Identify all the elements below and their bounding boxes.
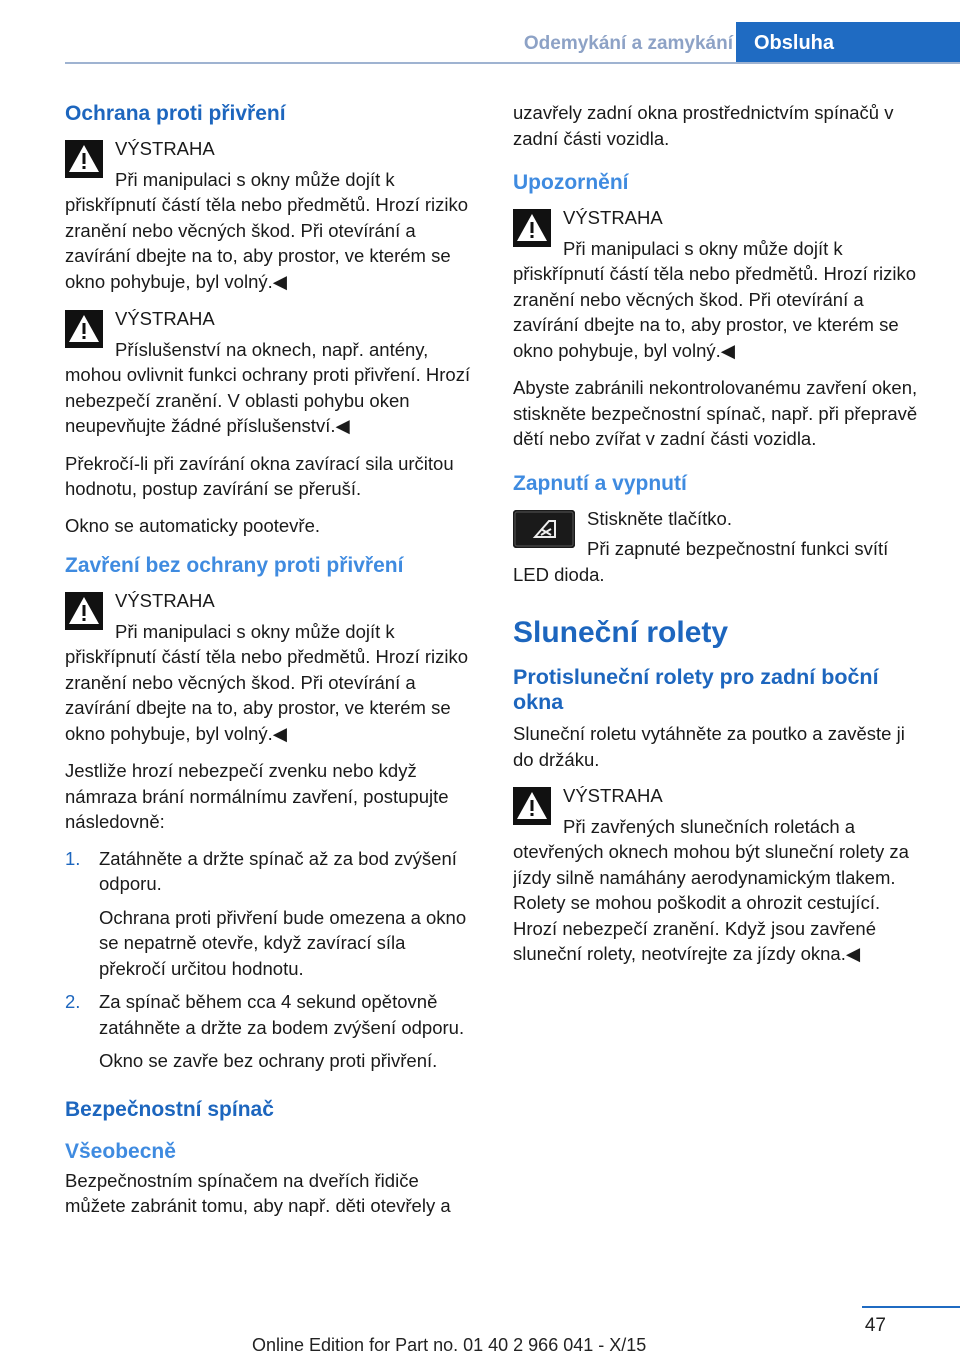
heading-safety-switch: Bezpečnostní spínač xyxy=(65,1097,274,1121)
warning-icon xyxy=(65,592,103,630)
warning-title: VÝSTRAHA xyxy=(115,138,215,159)
footer-edition: Online Edition for Part no. 01 40 2 966 041 - X/15 xyxy=(252,1335,647,1355)
warning-text: Při manipulaci s okny může dojít k přiskřípnutí částí těla nebo předmětů. Hrozí riziko zranění nebo věcných škod. Při otevírání a zavírání dbejte na to, aby prostor, ve kterém se okno pohybuje, byl volný.◀ xyxy=(65,168,469,292)
warning-title: VÝSTRAHA xyxy=(115,308,215,329)
heading-rear-side-blinds: Protisluneční rolety pro zadní boční okna xyxy=(513,665,879,714)
list-item-text: Za spínač během cca 4 sekund opětovně zatáhněte a držte za bodem zvýšení odporu. xyxy=(99,991,465,1038)
heading-general: Všeobecně xyxy=(65,1139,176,1163)
paragraph: Sluneční roletu vytáhněte za poutko a zavěste ji do držáku. xyxy=(513,723,905,770)
paragraph: Abyste zabránili nekontrolovanému zavření oken, stiskněte bezpečnostní spínač, např. při přepravě dětí nebo zvířat v zadní části vozidla. xyxy=(513,377,918,449)
warning-text: Při manipulaci s okny může dojít k přiskřípnutí částí těla nebo předmětů. Hrozí riziko zranění nebo věcných škod. Při otevírání a zavírání dbejte na to, aby prostor, ve kterém se okno pohybuje, byl volný.◀ xyxy=(513,237,917,361)
warning-block xyxy=(65,136,477,294)
heading-pinch-protection: Ochrana proti přivření xyxy=(65,102,286,125)
list-item-text: Zatáhněte a držte spínač až za bod zvýšení odporu. xyxy=(99,847,457,894)
warning-block xyxy=(65,588,477,746)
warning-block xyxy=(513,205,927,363)
warning-icon xyxy=(65,140,103,178)
warning-title: VÝSTRAHA xyxy=(115,590,215,611)
warning-title: VÝSTRAHA xyxy=(563,207,663,228)
instruction-press: Stiskněte tlačítko. xyxy=(587,507,732,529)
warning-text: Při manipulaci s okny může dojít k přiskřípnutí částí těla nebo předmětů. Hrozí riziko zranění nebo věcných škod. Při otevírání a zavírání dbejte na to, aby prostor, ve kterém se okno pohybuje, byl volný.◀ xyxy=(65,620,469,744)
list-number: 1. xyxy=(65,847,81,869)
heading-sun-blinds: Sluneční rolety xyxy=(513,616,729,649)
heading-notice: Upozornění xyxy=(513,171,629,194)
warning-text: Příslušenství na oknech, např. antény, mohou ovlivnit funkci ochrany proti přivření. Hrozí nebezpečí zranění. V oblasti pohybu oken neupevňujte žádné příslušenství.◀ xyxy=(65,338,471,436)
left-column xyxy=(65,100,477,1230)
header-chapter-tab: Obsluha xyxy=(736,22,960,64)
warning-block xyxy=(65,306,477,439)
warning-text: Při zavřených slunečních roletách a otevřených oknech mohou být sluneční rolety za jízdy silně namáhány aerodynamickým tlakem. Rolety se mohou poškodit a ohrozit cestující. Hrozí nebezpečí zranění. Když jsou zavřené sluneční rolety, neotvírejte za jízdy okna.◀ xyxy=(513,815,909,964)
list-item-subtext: Okno se zavře bez ochrany proti přivření. xyxy=(99,1050,438,1071)
list-item xyxy=(65,989,477,1074)
paragraph: Okno se automaticky pootevře. xyxy=(65,514,321,536)
button-instruction xyxy=(513,506,927,588)
paragraph: Bezpečnostním spínačem na dveřích řidiče můžete zabránit tomu, aby např. děti otevřely a xyxy=(65,1169,451,1216)
list-number: 2. xyxy=(65,991,81,1012)
steps-list xyxy=(65,846,477,1074)
heading-on-off: Zapnutí a vypnutí xyxy=(513,471,687,495)
warning-icon xyxy=(65,310,103,348)
page-number: 47 xyxy=(864,1315,886,1336)
list-item xyxy=(65,846,477,982)
warning-title: VÝSTRAHA xyxy=(563,785,663,806)
footer-divider xyxy=(862,1306,960,1308)
paragraph: Překročí-li při zavírání okna zavírací sila určitou hodnotu, postup zavírání se přeruší. xyxy=(65,452,454,499)
heading-closing-without-protection: Zavření bez ochrany proti přivření xyxy=(65,554,404,577)
list-item-subtext: Ochrana proti přivření bude omezena a okno se nepatrně otevře, když zavírací síla překročí určitou hodnotu. xyxy=(99,906,467,979)
header-section-title: Odemykání a zamykání xyxy=(523,33,733,54)
paragraph: uzavřely zadní okna prostřednictvím spínačů v zadní části vozidla. xyxy=(513,102,894,149)
window-lock-button-icon xyxy=(513,510,575,548)
paragraph: Jestliže hrozí nebezpečí zvenku nebo když námraza brání normálnímu zavření, postupujte následovně: xyxy=(65,760,449,832)
warning-icon xyxy=(513,209,551,247)
header-divider xyxy=(65,62,960,64)
instruction-led: Při zapnuté bezpečnostní funkci svítí LED dioda. xyxy=(513,538,889,585)
right-column xyxy=(513,100,927,979)
warning-block xyxy=(513,783,927,967)
warning-icon xyxy=(513,787,551,825)
